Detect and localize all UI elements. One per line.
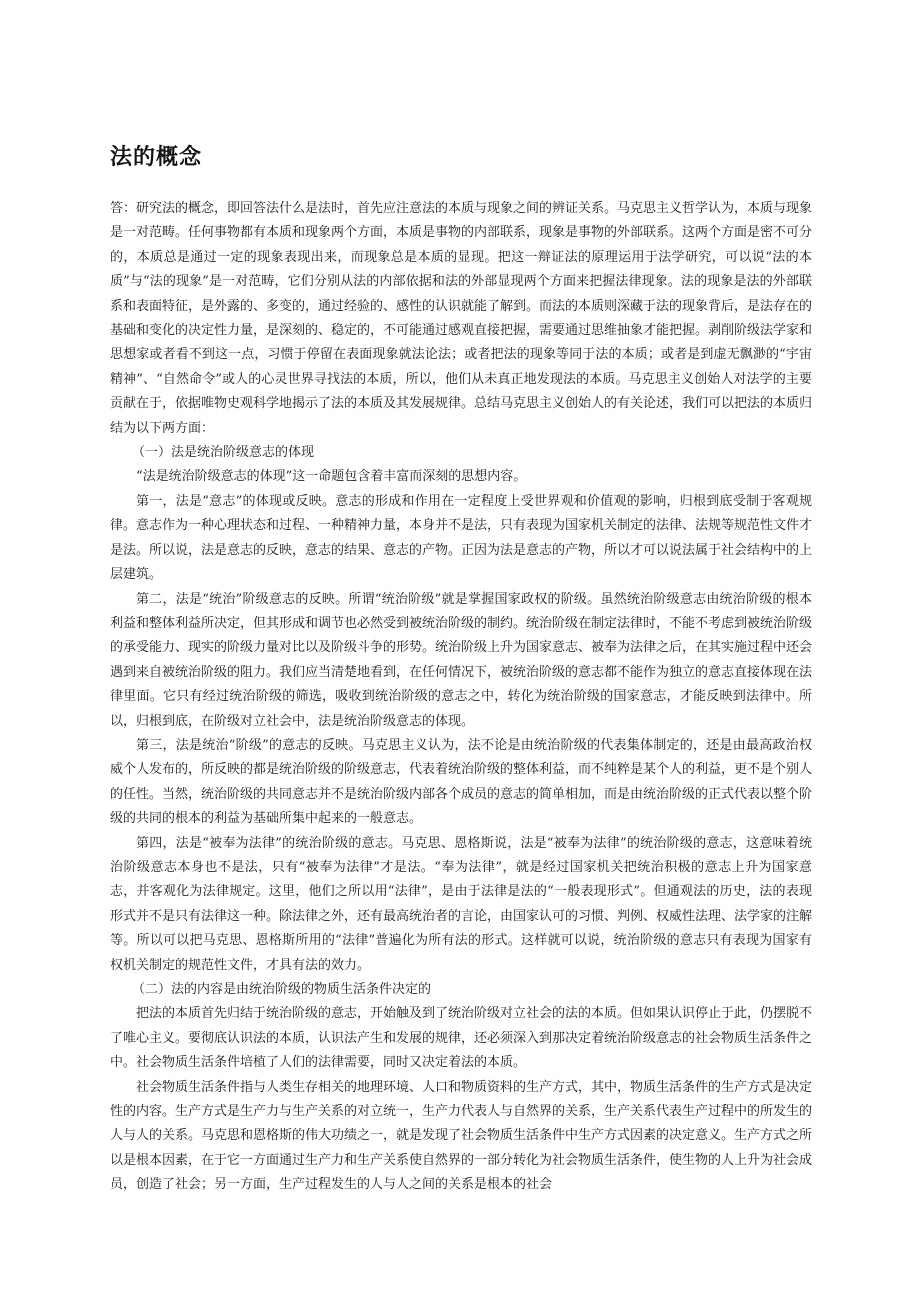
paragraph-material-1: 把法的本质首先归结于统治阶级的意志，开始触及到了统治阶级对立社会的法的本质。但如果认识停止于此，仍摆脱不了唯心主义。要彻底认识法的本质，认识法产生和发展的规律，还必须深入到那决定着统治阶级意志的社会物质生活条件之中。社会物质生活条件培植了人们的法律需要，同时又决定着法的本质。 — [110, 1006, 813, 1071]
section-heading-1: （一）法是统治阶级意志的体现 — [132, 445, 315, 461]
paragraph-point-4: 第四，法是“被奉为法律”的统治阶级的意志。马克思、恩格斯说，法是“被奉为法律”的统治阶级的意志，这意味着统治阶级意志本身也不是法，只有“被奉为法律”才是法。“奉为法律”，就是经过国家机关把统治积极的意志上升为国家意志，并客观化为法律规定。这里，他们之所以用“法律”，是由于法律是法的“一般表现形式”。但通观法的历史，法的表现形式并不是只有法律这一种。除法律之外，还有最高统治者的言论，由国家认可的习惯、判例、权威性法理、法学家的注解等。所以可以把马克思、恩格斯所用的“法律”普遍化为所有法的形式。这样就可以说，统治阶级的意志只有表现为国家有权机关制定的规范性文件，才具有法的效力。 — [110, 835, 813, 973]
paragraph-point-3: 第三，法是统治“阶级”的意志的反映。马克思主义认为，法不论是由统治阶级的代表集体制定的，还是由最高政治权威个人发布的，所反映的都是统治阶级的阶级意志，代表着统治阶级的整体利益，而不纯粹是某个人的利益，更不是个别人的任性。当然，统治阶级的共同意志并不是统治阶级内部各个成员的意志的简单相加，而是由统治阶级的正式代表以整个阶级的共同的根本的利益为基础所集中起来的一般意志。 — [110, 737, 813, 827]
page-title: 法的概念 — [110, 145, 203, 170]
paragraph-intro: 答：研究法的概念，即回答法什么是法时，首先应注意法的本质与现象之间的辨证关系。马克思主义哲学认为，本质与现象是一对范畴。任何事物都有本质和现象两个方面，本质是事物的内部联系，现象是事物的外部联系。这两个方面是密不可分的，本质总是通过一定的现象表现出来，而现象总是本质的显现。把这一辩证法的原理运用于法学研究，可以说“法的本质”与“法的现象”是一对范畴，它们分别从法的内部依据和法的外部显现两个方面来把握法律现象。法的现象是法的外部联系和表面特征，是外露的、多变的，通过经验的、感性的认识就能了解到。而法的本质则深藏于法的现象背后，是法存在的基础和变化的决定性力量，是深刻的、稳定的，不可能通过感观直接把握，需要通过思维抽象才能把握。剥削阶级法学家和思想家或者看不到这一点，习惯于停留在表面现象就法论法；或者把法的现象等同于法的本质；或者是到虚无飘渺的“宇宙精神”、“自然命令”或人的心灵世界寻找法的本质，所以，他们从未真正地发现法的本质。马克思主义创始人对法学的主要贡献在于，依据唯物史观科学地揭示了法的本质及其发展规律。总结马克思主义创始人的有关论述，我们可以把法的本质归结为以下两方面： — [110, 201, 813, 436]
document-body — [110, 197, 812, 1198]
paragraph-thesis: “法是统治阶级意志的体现”这一命题包含着丰富而深刻的思想内容。 — [136, 469, 527, 485]
section-heading-2: （二）法的内容是由统治阶级的物质生活条件决定的 — [132, 982, 432, 997]
paragraph-material-2: 社会物质生活条件指与人类生存相关的地理环境、人口和物质资料的生产方式，其中，物质生活条件的生产方式是决定性的内容。生产方式是生产力与生产关系的对立统一，生产力代表人与自然界的关系，生产关系代表生产过程中的所发生的人与人的关系。马克思和恩格斯的伟大功绩之一，就是发现了社会物质生活条件中生产方式因素的决定意义。生产方式之所以是根本因素，在于它一方面通过生产力和生产关系使自然界的一部分转化为社会物质生活条件，使生物的人上升为社会成员，创造了社会；另一方面，生产过程发生的人与人之间的关系是根本的社会 — [110, 1079, 813, 1193]
paragraph-point-2: 第二，法是“统治”阶级意志的反映。所谓“统治阶级”就是掌握国家政权的阶级。虽然统治阶级意志由统治阶级的根本利益和整体利益所决定，但其形成和调节也必然受到被统治阶级的制约。统治阶级在制定法律时，不能不考虑到被统治阶级的承受能力、现实的阶级力量对比以及阶级斗争的形势。统治阶级上升为国家意志、被奉为法律之后，在其实施过程中还会遇到来自被统治阶级的阻力。我们应当清楚地看到，在任何情况下，被统治阶级的意志都不能作为独立的意志直接体现在法律里面。它只有经过统治阶级的筛选，吸收到统治阶级的意志之中，转化为统治阶级的国家意志，才能反映到法律中。所以，归根到底，在阶级对立社会中，法是统治阶级意志的体现。 — [110, 591, 813, 729]
paragraph-point-1: 第一，法是“意志”的体现或反映。意志的形成和作用在一定程度上受世界观和价值观的影响，归根到底受制于客观规律。意志作为一种心理状态和过程、一种精神力量，本身并不是法，只有表现为国家机关制定的法律、法规等规范性文件才是法。所以说，法是意志的反映，意志的结果、意志的产物。正因为法是意志的产物，所以才可以说法属于社会结构中的上层建筑。 — [110, 493, 813, 583]
